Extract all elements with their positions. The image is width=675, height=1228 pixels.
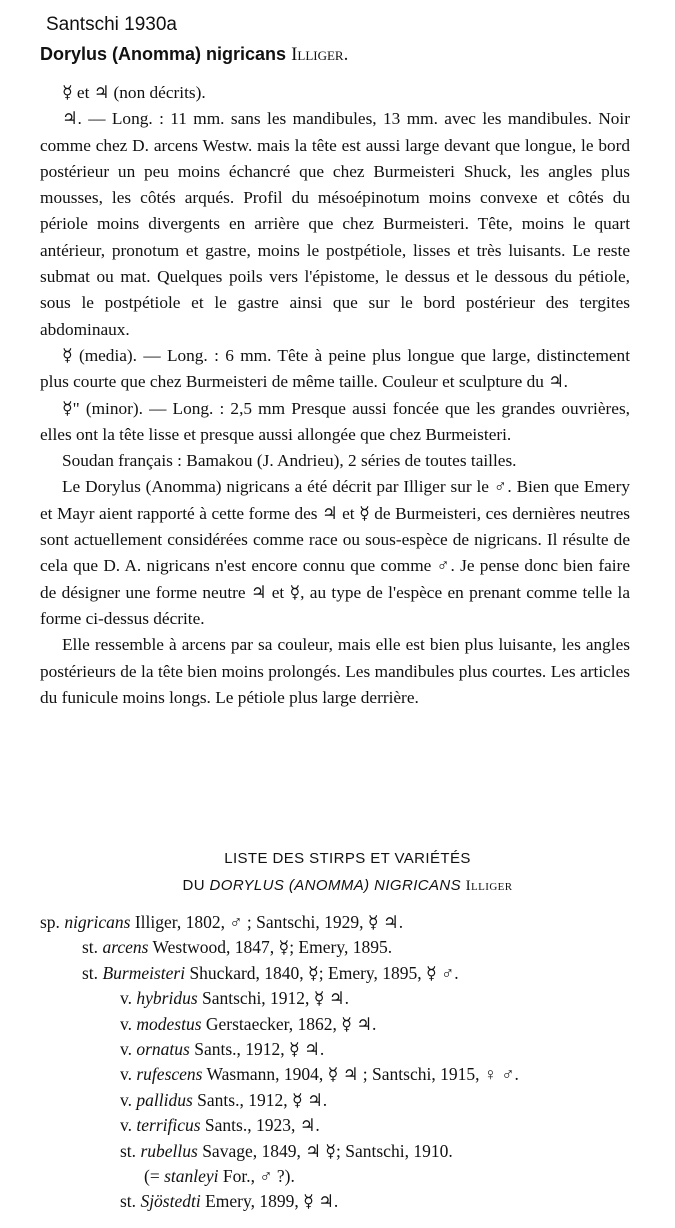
taxon-name: Sjöstedti: [140, 1191, 201, 1212]
list-item: [40, 1189, 650, 1214]
taxon-rank: v.: [120, 1039, 132, 1060]
list-item: [40, 1062, 650, 1087]
list-subtitle: [10, 877, 675, 895]
taxon-citation: Emery, 1899, ☿ ♃.: [205, 1191, 339, 1212]
taxon-name: stanleyi: [164, 1166, 219, 1187]
list-item: [40, 986, 650, 1011]
list-item: [40, 961, 650, 986]
taxon-name: nigricans: [64, 912, 131, 932]
taxon-citation: Savage, 1849, ♃ ☿; Santschi, 1910.: [202, 1140, 453, 1161]
paragraph-media: ☿ (media). — Long. : 6 mm. Tête à peine plus longue que large, distinctement plus courte que chez Burmeisteri de même taille. Couleur et sculpture du ♃.: [40, 345, 630, 392]
taxon-rank: st.: [82, 937, 99, 958]
taxon-citation: Westwood, 1847, ☿; Emery, 1895.: [152, 937, 393, 958]
taxon-name: modestus: [136, 1013, 202, 1034]
taxon-name: terrificus: [136, 1115, 201, 1136]
taxon-citation: Wasmann, 1904, ☿ ♃ ; Santschi, 1915, ♀ ♂.: [206, 1064, 519, 1085]
list-item: [40, 910, 650, 935]
taxon-citation: Santschi, 1912, ☿ ♃.: [202, 988, 349, 1009]
list-subtitle-taxon: DORYLUS (ANOMMA) NIGRICANS: [209, 877, 462, 894]
taxon-citation: Illiger, 1802, ♂ ; Santschi, 1929, ☿ ♃.: [134, 912, 404, 932]
taxon-citation: For., ♂ ?).: [222, 1166, 295, 1187]
species-name: Dorylus (Anomma) nigricans: [40, 44, 287, 64]
description-body: [40, 80, 630, 711]
list-title: LISTE DES STIRPS ET VARIÉTÉS: [224, 850, 471, 867]
taxon-name: rufescens: [136, 1064, 203, 1085]
citation-header: Santschi 1930a: [46, 14, 177, 35]
taxon-rank: (=: [144, 1166, 160, 1187]
taxon-name: hybridus: [136, 988, 198, 1009]
taxon-rank: v.: [120, 1089, 132, 1110]
taxon-citation: Sants., 1923, ♃.: [204, 1115, 320, 1136]
paragraph-major: ♃. — Long. : 11 mm. sans les mandibules, 13 mm. avec les mandibules. Noir comme chez D. arcens Westw. mais la tête est aussi large devant que longue, le bord postérieur un peu moins échancré que chez Burmeisteri Shuck, les angles plus mousses, les côtés arqués. Profil du mésoépinotum moins convexe et côtés du périole moins divergents en arrière que chez Burmeisteri. Tête, moins le quart antérieur, pronotum et gastre, moins le postpétiole, lisses et très luisants. Le reste submat ou mat. Quelques poils vers l'épistome, le dessus et le dessous du pétiole, sous le postpétiole et le gastre ainsi que sur le bord postérieur des tergites abdominaux.: [40, 109, 630, 339]
species-author: Illiger.: [291, 44, 349, 65]
taxon-rank: v.: [120, 1064, 132, 1085]
taxon-name: rubellus: [140, 1140, 198, 1161]
taxon-citation: Shuckard, 1840, ☿; Emery, 1895, ☿ ♂.: [189, 962, 459, 983]
taxa-list: [40, 910, 650, 1215]
list-item: [40, 1113, 650, 1138]
taxon-rank: st.: [82, 962, 99, 983]
taxon-rank: v.: [120, 1013, 132, 1034]
list-item: [40, 1037, 650, 1062]
paragraph-comparison: Elle ressemble à arcens par sa couleur, mais elle est bien plus luisante, les angles postérieurs de la tête bien moins prolongés. Les mandibules plus courtes. Les articles du funicule moins longs. Le pétiole plus large derrière.: [40, 635, 630, 707]
list-item: [40, 1088, 650, 1113]
taxon-name: pallidus: [136, 1089, 193, 1110]
paragraph-discussion: Le Dorylus (Anomma) nigricans a été décrit par Illiger sur le ♂. Bien que Emery et Mayr aient rapporté à cette forme des ♃ et ☿ de Burmeisteri, ces dernières neutres sont actuellement considérées comme race ou sous-espèce de nigricans. Il résulte de cela que D. A. nigricans n'est encore connu que comme ♂. Je pense donc bien faire de désigner une forme neutre ♃ et ☿, au type de l'espèce en prenant comme telle la forme ci-dessus décrite.: [40, 477, 630, 628]
taxon-citation: Gerstaecker, 1862, ☿ ♃.: [205, 1013, 377, 1034]
paragraph-minor: ☿" (minor). — Long. : 2,5 mm Presque aussi foncée que les grandes ouvrières, elles ont la tête lisse et presque aussi allongée que chez Burmeisteri.: [40, 398, 630, 444]
list-item: [40, 935, 650, 960]
taxon-name: Burmeisteri: [102, 962, 186, 983]
taxon-rank: st.: [120, 1140, 137, 1161]
taxon-citation: Sants., 1912, ☿ ♃.: [197, 1089, 328, 1110]
taxon-rank: v.: [120, 1115, 132, 1136]
paragraph-castes: ☿ et ♃ (non décrits).: [62, 83, 206, 102]
taxon-name: ornatus: [136, 1039, 190, 1060]
list-subtitle-prefix: DU: [182, 877, 205, 894]
taxon-rank: st.: [120, 1191, 137, 1212]
taxon-name: arcens: [102, 937, 149, 958]
list-item: [40, 1164, 650, 1189]
paragraph-locality: Soudan français : Bamakou (J. Andrieu), 2 séries de toutes tailles.: [62, 451, 517, 471]
list-subtitle-author: Illiger: [465, 878, 513, 894]
taxon-citation: Sants., 1912, ☿ ♃.: [194, 1039, 325, 1060]
taxon-rank: sp.: [40, 912, 60, 932]
list-item: [40, 1139, 650, 1164]
list-item: [40, 1012, 650, 1037]
species-title: [40, 44, 348, 66]
taxon-rank: v.: [120, 988, 132, 1009]
